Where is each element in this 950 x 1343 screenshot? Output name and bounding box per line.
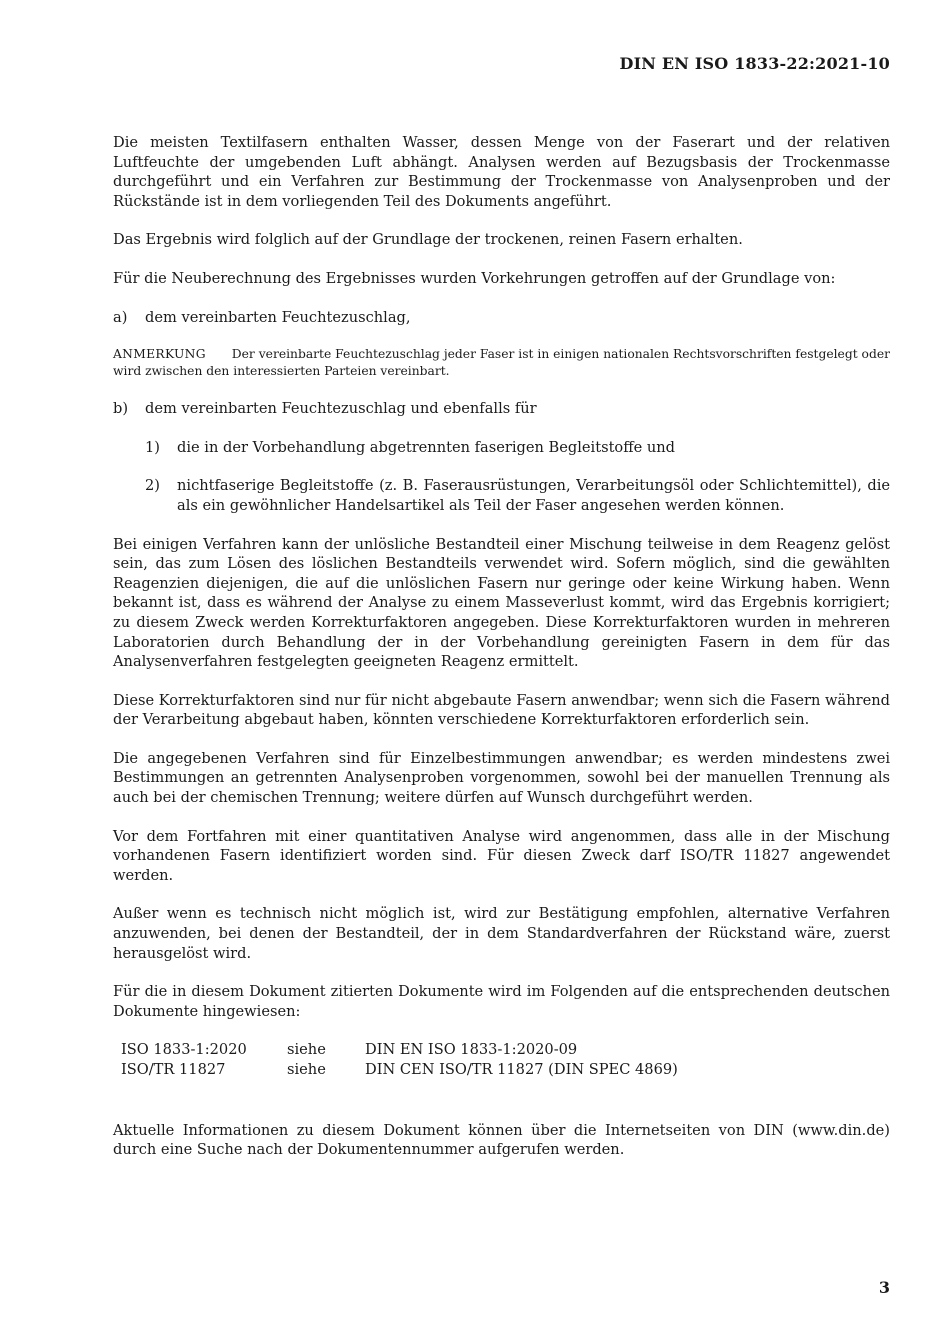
reference-iso: ISO/TR 11827 bbox=[121, 1061, 226, 1078]
sublist-item-1 bbox=[145, 438, 890, 458]
paragraph-moisture: Die meisten Textilfasern enthalten Wasser, dessen Menge von der Faserart und der relativen Luftfeuchte der umgebenden Luft abhängt. Analysen werden auf Bezugsbasis der Trockenmasse durchgeführt und ein Verfahren zur Bestimmung der Trockenmasse von Analysenproben und der Rückstände ist in dem vorliegenden Teil des Dokuments angeführt. bbox=[113, 134, 890, 210]
paragraph-references-intro: Für die in diesem Dokument zitierten Dokumente wird im Folgenden auf die entsprechenden deutschen Dokumente hingewiesen: bbox=[113, 983, 890, 1020]
paragraph-alternative-methods: Außer wenn es technisch nicht möglich ist, wird zur Bestätigung empfohlen, alternative Verfahren anzuwenden, bei denen der Bestandteil, der in dem Standardverfahren der Rückstand wäre, zuerst herausgelöst wird. bbox=[113, 905, 890, 962]
sublist-text-1: die in der Vorbehandlung abgetrennten faserigen Begleitstoffe und bbox=[177, 438, 675, 456]
reference-table bbox=[121, 1040, 678, 1079]
reference-see: siehe bbox=[287, 1061, 326, 1078]
list-item-a bbox=[113, 308, 890, 328]
paragraph-identification: Vor dem Fortfahren mit einer quantitativen Analyse wird angenommen, dass alle in der Mischung vorhandenen Fasern identifiziert worden sind. Für diesen Zweck darf ISO/TR 11827 angewendet werden. bbox=[113, 827, 890, 884]
paragraph-determinations: Die angegebenen Verfahren sind für Einzelbestimmungen anwendbar; es werden mindestens zwei Bestimmungen an getrennten Analysenproben vorgenommen, sowohl bei der manuellen Trennung als auch bei der chemischen Trennung; weitere dürfen auf Wunsch durchgeführt werden. bbox=[113, 749, 890, 807]
note-label: ANMERKUNG bbox=[113, 347, 206, 362]
sublist-text-2: nichtfaserige Begleitstoffe (z. B. Faserausrüstungen, Verarbeitungsöl oder Schlichtemittel), die als ein gewöhnlicher Handelsartikel als Teil der Faser angesehen werden können. bbox=[177, 477, 890, 514]
document-id-header: DIN EN ISO 1833-22:2021-10 bbox=[619, 54, 890, 73]
reference-see: siehe bbox=[287, 1041, 326, 1059]
reference-din: DIN CEN ISO/TR 11827 (DIN SPEC 4869) bbox=[365, 1061, 678, 1078]
sublist-marker-2: 2) bbox=[145, 477, 160, 495]
paragraph-correction-factors: Bei einigen Verfahren kann der unlösliche Bestandteil einer Mischung teilweise in dem Reagenz gelöst sein, das zum Lösen des löslichen Bestandteils verwendet wird. Sofern möglich, sind die gewählten Reagenzien diejenigen, die auf die unlöslichen Fasern nur geringe oder keine Wirkung haben. Wenn bekannt ist, dass es während der Analyse zu einem Masseverlust kommt, wird das Ergebnis korrigiert; zu diesem Zweck werden Korrekturfaktoren angegeben. Diese Korrekturfaktoren wurden in mehreren Laboratorien durch Behandlung der in der Vorbehandlung gereinigten Fasern in dem für das Analysenverfahren festgelegten geeigneten Reagenz ermittelt. bbox=[113, 535, 890, 671]
page-number: 3 bbox=[878, 1278, 890, 1297]
paragraph-recalculation: Für die Neuberechnung des Ergebnisses wurden Vorkehrungen getroffen auf der Grundlage von: bbox=[113, 269, 836, 287]
paragraph-result-basis: Das Ergebnis wird folglich auf der Grundlage der trockenen, reinen Fasern erhalten. bbox=[113, 231, 743, 249]
sublist-item-2 bbox=[145, 476, 890, 515]
table-row bbox=[121, 1040, 678, 1060]
sublist-b bbox=[145, 438, 890, 516]
paragraph-din-website: Aktuelle Informationen zu diesem Dokument können über die Internetseiten von DIN (www.din.de) durch eine Suche nach der Dokumentennummer aufgerufen werden. bbox=[113, 1121, 890, 1159]
reference-iso: ISO 1833-1:2020 bbox=[121, 1041, 247, 1059]
list-item-b bbox=[113, 399, 890, 419]
note-text: Der vereinbarte Feuchtezuschlag jeder Faser ist in einigen nationalen Rechtsvorschriften festgelegt oder wird zwischen den interessierten Parteien vereinbart. bbox=[113, 347, 890, 379]
document-body bbox=[113, 133, 890, 1179]
paragraph-degraded-fibres: Diese Korrekturfaktoren sind nur für nicht abgebaute Fasern anwendbar; wenn sich die Fasern während der Verarbeitung abgebaut haben, könnten verschiedene Korrekturfaktoren erforderlich sein. bbox=[113, 691, 890, 729]
list-text-b: dem vereinbarten Feuchtezuschlag und ebenfalls für bbox=[145, 400, 537, 418]
note-block bbox=[113, 346, 890, 380]
list-text-a: dem vereinbarten Feuchtezuschlag, bbox=[145, 308, 411, 326]
sublist-marker-1: 1) bbox=[145, 438, 160, 456]
reference-din: DIN EN ISO 1833-1:2020-09 bbox=[365, 1041, 578, 1059]
list-marker-b: b) bbox=[113, 400, 129, 418]
table-row bbox=[121, 1060, 678, 1080]
list-marker-a: a) bbox=[113, 308, 128, 326]
